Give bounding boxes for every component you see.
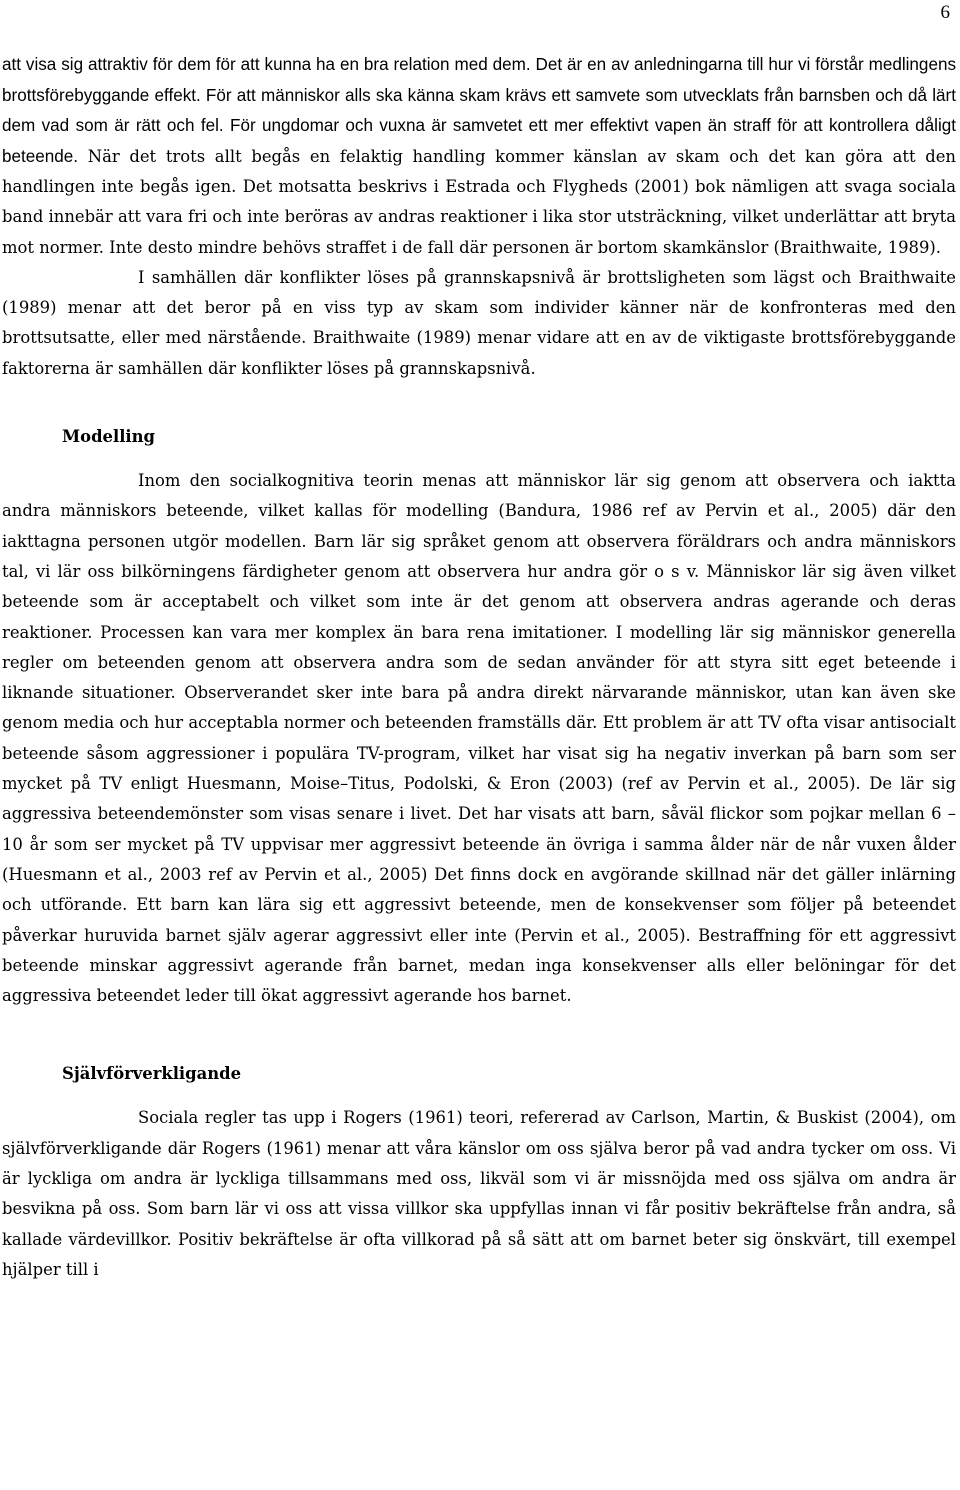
page-number: 6 [940,2,950,23]
paragraph-text-serif: När det trots allt begås en felaktig handling kommer känslan av skam och det kan göra att den handlingen inte begås igen. Det motsatta beskrivs i Estrada och Flygheds (2001) bok nämligen att svaga sociala band innebär att vara fri och inte beröras av andras reaktioner i lika stor utsträckning, vilket underlättar att bryta mot normer. Inte desto mindre behövs straffet i de fall där personen är bortom skamkänslor (Braithwaite, 1989). [2,146,956,257]
section-heading-modelling: Modelling [62,427,156,447]
paragraph-shame-conscience [2,50,956,263]
section-heading-self-actualization: Självförverkligande [62,1064,242,1084]
document-body [2,50,956,1285]
paragraph-self-actualization: Sociala regler tas upp i Rogers (1961) teori, refererad av Carlson, Martin, & Buskist (2004), om självförverkligande där Rogers (1961) menar att våra känslor om oss själva beror på vad andra tycker om oss. Vi är lyckliga om andra är lyckliga tillsammans med oss, likväl som vi är missnöjda med oss själva om andra är besvikna på oss. Som barn lär vi oss att vissa villkor ska uppfyllas innan vi får positiv bekräftelse från andra, så kallade värdevillkor. Positiv bekräftelse är ofta villkorad på så sätt att om barnet beter sig önskvärt, till exempel hjälper till i [2,1108,956,1279]
paragraph-modelling: Inom den socialkognitiva teorin menas att människor lär sig genom att observera och iaktta andra människors beteende, vilket kallas för modelling (Bandura, 1986 ref av Pervin et al., 2005) där den iakttagna personen utgör modellen. Barn lär sig språket genom att observera föräldrars och andra människors tal, vi lär oss bilkörningens färdigheter genom att observera hur andra gör o s v. Människor lär sig även vilket beteende som är acceptabelt och vilket som inte är det genom att observera andras agerande och deras reaktioner. Processen kan vara mer komplex än bara rena imitationer. I modelling lär sig människor generella regler om beteenden genom att observera andra som de sedan använder för att styra sitt eget beteende i liknande situationer. Observerandet sker inte bara på andra direkt närvarande människor, utan kan även ske genom media och hur acceptabla normer och beteenden framställs där. Ett problem är att TV ofta visar antisocialt beteende såsom aggressioner i populära TV-program, vilket har visat sig ha negativ inverkan på barn som ser mycket på TV enligt Huesmann, Moise–Titus, Podolski, & Eron (2003) (ref av Pervin et al., 2005). De lär sig aggressiva beteendemönster som visas senare i livet. Det har visats att barn, såväl flickor som pojkar mellan 6 – 10 år som ser mycket på TV uppvisar mer aggressivt beteende än övriga i samma ålder när de når vuxen ålder (Huesmann et al., 2003 ref av Pervin et al., 2005) Det finns dock en avgörande skillnad när det gäller inlärning och utförande. Ett barn kan lära sig ett aggressivt beteende, men de konsekvenser som följer på beteendet påverkar huruvida barnet själv agerar aggressivt eller inte (Pervin et al., 2005). Bestraffning för ett aggressivt beteende minskar aggressivt agerande från barnet, medan inga konsekvenser alls eller belöningar för det aggressiva beteendet leder till ökat aggressivt agerande hos barnet. [2,471,956,1006]
paragraph-neighbourhood: I samhällen där konflikter löses på grannskapsnivå är brottsligheten som lägst och Braithwaite (1989) menar att det beror på en viss typ av skam som individer känner när de konfronteras med den brottsutsatte, eller med närstående. Braithwaite (1989) menar vidare att en av de viktigaste brottsförebyggande faktorerna är samhällen där konflikter löses på grannskapsnivå. [2,267,956,378]
paragraph-text-sans: att visa sig attraktiv för dem för att kunna ha en bra relation med dem. Det är en av anledningarna till hur vi förstår medlingens brottsförebyggande effekt. För att människor alls ska känna skam krävs ett samvete som utvecklats från barnsben och då lärt dem vad som är rätt och fel. För ungdomar och vuxna är samvetet ett mer effektivt vapen än straff för att kontrollera dåligt beteende. [2,55,956,166]
